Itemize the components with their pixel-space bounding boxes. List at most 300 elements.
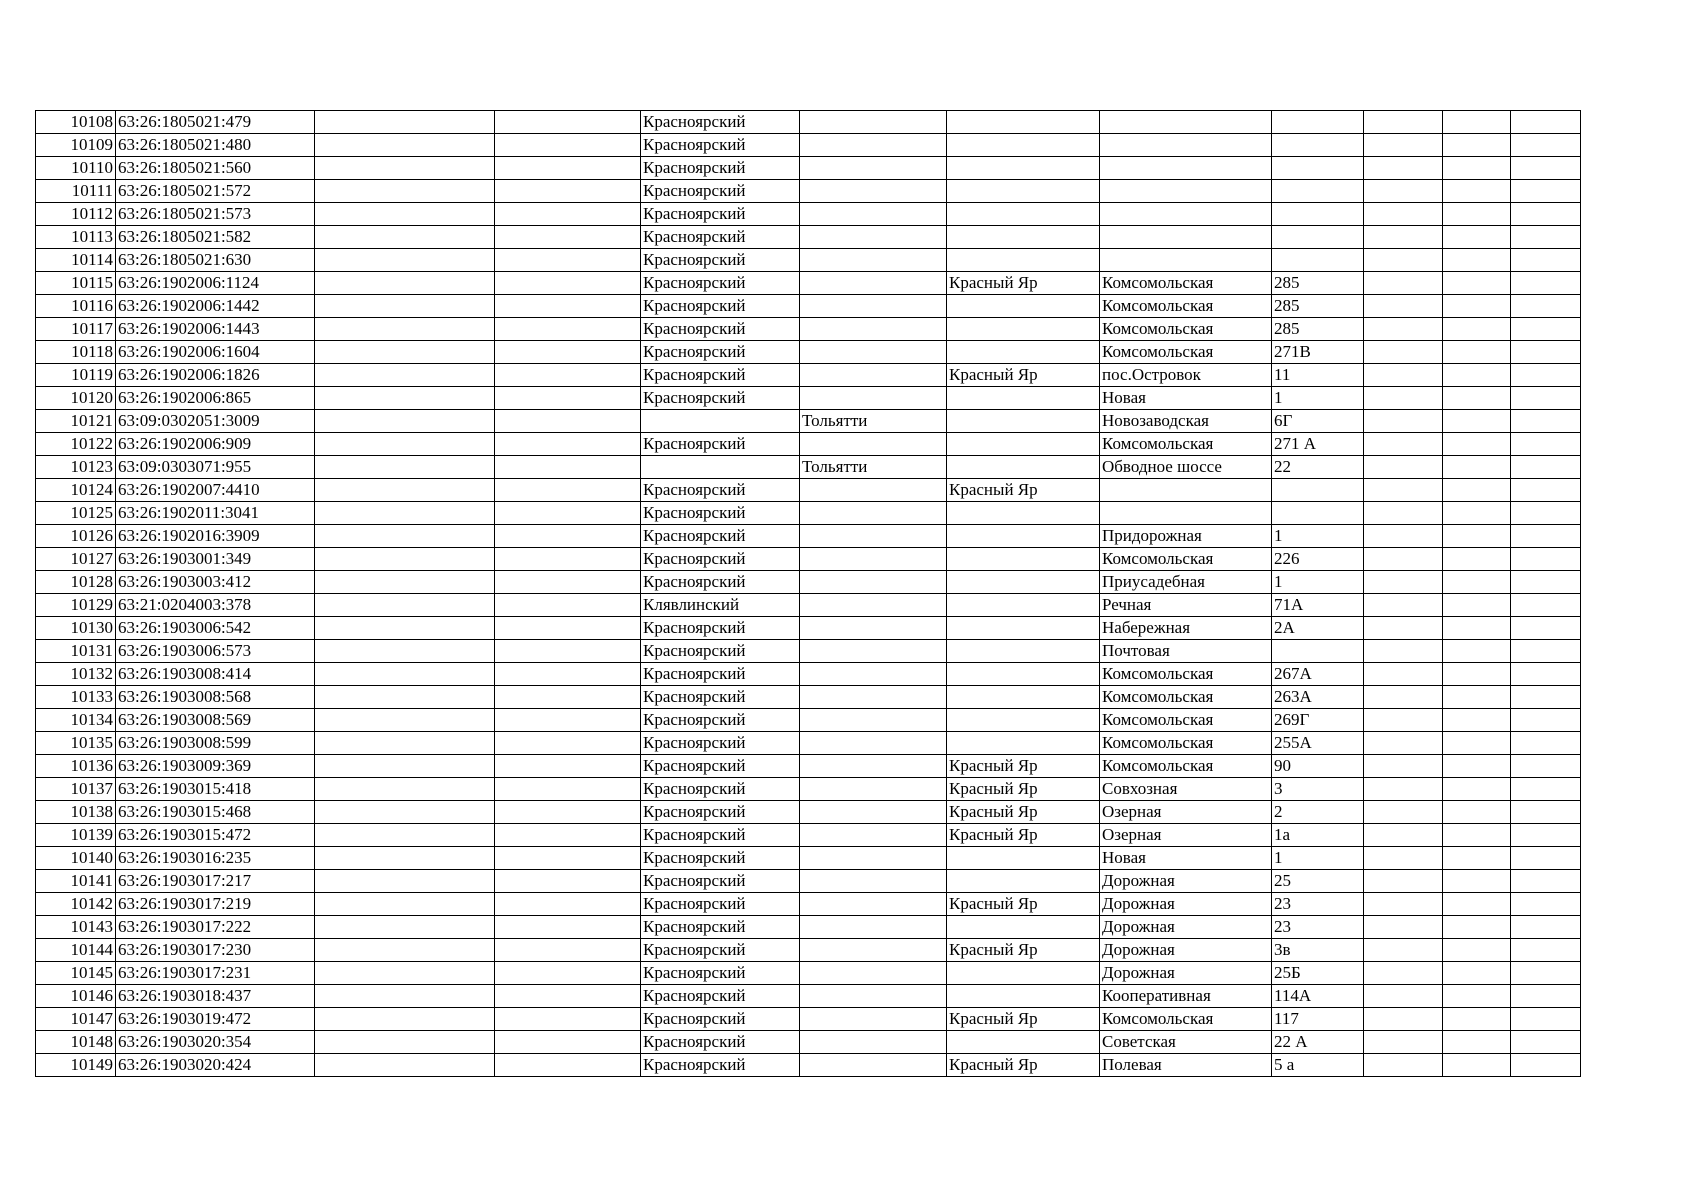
house-number-cell	[1272, 157, 1364, 180]
locality-cell	[947, 134, 1100, 157]
table-row	[36, 663, 1581, 686]
district-cell: Красноярский	[641, 318, 800, 341]
empty-cell	[495, 571, 641, 594]
row-number-cell: 10130	[36, 617, 116, 640]
empty-cell	[1443, 111, 1511, 134]
empty-cell	[315, 847, 495, 870]
city-cell	[800, 985, 947, 1008]
empty-cell	[1511, 226, 1581, 249]
empty-cell	[1443, 456, 1511, 479]
empty-cell	[1443, 226, 1511, 249]
empty-cell	[1443, 1031, 1511, 1054]
cadastral-number-cell: 63:26:1903017:217	[116, 870, 315, 893]
row-number-cell: 10120	[36, 387, 116, 410]
empty-cell	[495, 778, 641, 801]
city-cell	[800, 180, 947, 203]
empty-cell	[1511, 272, 1581, 295]
empty-cell	[1443, 364, 1511, 387]
empty-cell	[1443, 548, 1511, 571]
empty-cell	[495, 870, 641, 893]
street-cell: Обводное шоссе	[1100, 456, 1272, 479]
table-row	[36, 157, 1581, 180]
street-cell: Дорожная	[1100, 962, 1272, 985]
street-cell: Новозаводская	[1100, 410, 1272, 433]
empty-cell	[495, 663, 641, 686]
empty-cell	[315, 732, 495, 755]
empty-cell	[315, 479, 495, 502]
row-number-cell: 10115	[36, 272, 116, 295]
house-number-cell: 2	[1272, 801, 1364, 824]
street-cell	[1100, 249, 1272, 272]
district-cell: Клявлинский	[641, 594, 800, 617]
house-number-cell	[1272, 226, 1364, 249]
cadastral-number-cell: 63:26:1805021:479	[116, 111, 315, 134]
empty-cell	[1511, 939, 1581, 962]
street-cell: Дорожная	[1100, 939, 1272, 962]
empty-cell	[1443, 157, 1511, 180]
empty-cell	[495, 433, 641, 456]
empty-cell	[1511, 778, 1581, 801]
city-cell	[800, 594, 947, 617]
table-row	[36, 502, 1581, 525]
city-cell	[800, 295, 947, 318]
row-number-cell: 10126	[36, 525, 116, 548]
district-cell: Красноярский	[641, 640, 800, 663]
empty-cell	[1443, 709, 1511, 732]
empty-cell	[1443, 525, 1511, 548]
empty-cell	[495, 916, 641, 939]
locality-cell	[947, 318, 1100, 341]
house-number-cell: 267А	[1272, 663, 1364, 686]
locality-cell	[947, 663, 1100, 686]
cadastral-number-cell: 63:26:1902007:4410	[116, 479, 315, 502]
table-row	[36, 318, 1581, 341]
empty-cell	[315, 640, 495, 663]
empty-cell	[1511, 663, 1581, 686]
house-number-cell: 71А	[1272, 594, 1364, 617]
table-row	[36, 686, 1581, 709]
empty-cell	[495, 364, 641, 387]
empty-cell	[495, 341, 641, 364]
city-cell	[800, 157, 947, 180]
empty-cell	[315, 985, 495, 1008]
empty-cell	[1443, 295, 1511, 318]
street-cell: Дорожная	[1100, 916, 1272, 939]
empty-cell	[315, 686, 495, 709]
district-cell: Красноярский	[641, 111, 800, 134]
city-cell	[800, 755, 947, 778]
table-row	[36, 801, 1581, 824]
empty-cell	[1511, 364, 1581, 387]
locality-cell: Красный Яр	[947, 479, 1100, 502]
empty-cell	[1364, 203, 1443, 226]
house-number-cell: 255А	[1272, 732, 1364, 755]
empty-cell	[315, 525, 495, 548]
empty-cell	[315, 893, 495, 916]
table-row	[36, 525, 1581, 548]
empty-cell	[1364, 939, 1443, 962]
cadastral-number-cell: 63:26:1902006:909	[116, 433, 315, 456]
street-cell	[1100, 134, 1272, 157]
table-row	[36, 985, 1581, 1008]
empty-cell	[315, 318, 495, 341]
table-row	[36, 916, 1581, 939]
locality-cell: Красный Яр	[947, 778, 1100, 801]
street-cell: Комсомольская	[1100, 341, 1272, 364]
empty-cell	[1364, 916, 1443, 939]
empty-cell	[1511, 456, 1581, 479]
table-body	[36, 111, 1581, 1077]
empty-cell	[1364, 801, 1443, 824]
locality-cell: Красный Яр	[947, 364, 1100, 387]
district-cell: Красноярский	[641, 916, 800, 939]
locality-cell	[947, 617, 1100, 640]
empty-cell	[1443, 134, 1511, 157]
street-cell	[1100, 157, 1272, 180]
locality-cell	[947, 226, 1100, 249]
locality-cell	[947, 410, 1100, 433]
empty-cell	[1511, 502, 1581, 525]
house-number-cell: 3в	[1272, 939, 1364, 962]
table-row	[36, 594, 1581, 617]
empty-cell	[495, 502, 641, 525]
house-number-cell: 285	[1272, 272, 1364, 295]
empty-cell	[1364, 456, 1443, 479]
street-cell	[1100, 502, 1272, 525]
district-cell	[641, 456, 800, 479]
row-number-cell: 10145	[36, 962, 116, 985]
locality-cell	[947, 157, 1100, 180]
district-cell: Красноярский	[641, 364, 800, 387]
cadastral-number-cell: 63:26:1903017:230	[116, 939, 315, 962]
empty-cell	[315, 870, 495, 893]
locality-cell	[947, 502, 1100, 525]
table-row	[36, 1008, 1581, 1031]
empty-cell	[1364, 249, 1443, 272]
locality-cell: Красный Яр	[947, 801, 1100, 824]
locality-cell	[947, 295, 1100, 318]
city-cell	[800, 111, 947, 134]
table-row	[36, 548, 1581, 571]
empty-cell	[1511, 203, 1581, 226]
cadastral-number-cell: 63:26:1903020:354	[116, 1031, 315, 1054]
empty-cell	[1511, 709, 1581, 732]
table-row	[36, 226, 1581, 249]
empty-cell	[315, 709, 495, 732]
house-number-cell: 269Г	[1272, 709, 1364, 732]
empty-cell	[315, 364, 495, 387]
empty-cell	[315, 939, 495, 962]
empty-cell	[315, 617, 495, 640]
house-number-cell: 1	[1272, 571, 1364, 594]
row-number-cell: 10143	[36, 916, 116, 939]
cadastral-number-cell: 63:09:0303071:955	[116, 456, 315, 479]
street-cell: Комсомольская	[1100, 732, 1272, 755]
empty-cell	[1443, 594, 1511, 617]
district-cell: Красноярский	[641, 801, 800, 824]
house-number-cell: 11	[1272, 364, 1364, 387]
table-row	[36, 732, 1581, 755]
table-row	[36, 203, 1581, 226]
street-cell: Речная	[1100, 594, 1272, 617]
district-cell: Красноярский	[641, 755, 800, 778]
cadastral-number-cell: 63:26:1903016:235	[116, 847, 315, 870]
table-row	[36, 433, 1581, 456]
city-cell	[800, 847, 947, 870]
empty-cell	[1443, 732, 1511, 755]
empty-cell	[495, 111, 641, 134]
house-number-cell: 1	[1272, 525, 1364, 548]
city-cell	[800, 1031, 947, 1054]
cadastral-number-cell: 63:26:1903001:349	[116, 548, 315, 571]
city-cell	[800, 663, 947, 686]
empty-cell	[1511, 893, 1581, 916]
empty-cell	[1443, 180, 1511, 203]
empty-cell	[495, 640, 641, 663]
empty-cell	[1511, 410, 1581, 433]
empty-cell	[315, 1054, 495, 1077]
empty-cell	[1364, 962, 1443, 985]
empty-cell	[1443, 272, 1511, 295]
locality-cell	[947, 111, 1100, 134]
city-cell	[800, 1054, 947, 1077]
cadastral-number-cell: 63:26:1903019:472	[116, 1008, 315, 1031]
empty-cell	[315, 916, 495, 939]
city-cell	[800, 548, 947, 571]
cadastral-number-cell: 63:26:1902006:1604	[116, 341, 315, 364]
table-row	[36, 1031, 1581, 1054]
empty-cell	[1364, 548, 1443, 571]
locality-cell	[947, 180, 1100, 203]
empty-cell	[1511, 571, 1581, 594]
empty-cell	[495, 318, 641, 341]
city-cell	[800, 916, 947, 939]
house-number-cell: 1	[1272, 847, 1364, 870]
city-cell	[800, 617, 947, 640]
empty-cell	[1443, 387, 1511, 410]
street-cell: Комсомольская	[1100, 663, 1272, 686]
empty-cell	[1364, 111, 1443, 134]
district-cell: Красноярский	[641, 778, 800, 801]
empty-cell	[315, 962, 495, 985]
empty-cell	[1364, 157, 1443, 180]
district-cell: Красноярский	[641, 203, 800, 226]
empty-cell	[1364, 1008, 1443, 1031]
cadastral-number-cell: 63:26:1903006:542	[116, 617, 315, 640]
empty-cell	[1443, 433, 1511, 456]
empty-cell	[1364, 755, 1443, 778]
row-number-cell: 10148	[36, 1031, 116, 1054]
district-cell: Красноярский	[641, 1008, 800, 1031]
cadastral-number-cell: 63:26:1902011:3041	[116, 502, 315, 525]
empty-cell	[1511, 801, 1581, 824]
table-row	[36, 387, 1581, 410]
street-cell: Советская	[1100, 1031, 1272, 1054]
district-cell: Красноярский	[641, 893, 800, 916]
empty-cell	[1364, 318, 1443, 341]
empty-cell	[1511, 732, 1581, 755]
district-cell: Красноярский	[641, 686, 800, 709]
empty-cell	[495, 548, 641, 571]
district-cell: Красноярский	[641, 1031, 800, 1054]
empty-cell	[1364, 272, 1443, 295]
street-cell: Комсомольская	[1100, 318, 1272, 341]
empty-cell	[1511, 318, 1581, 341]
street-cell: Озерная	[1100, 801, 1272, 824]
registry-table	[35, 110, 1581, 1077]
empty-cell	[1364, 778, 1443, 801]
district-cell: Красноярский	[641, 1054, 800, 1077]
street-cell: пос.Островок	[1100, 364, 1272, 387]
cadastral-number-cell: 63:26:1902006:865	[116, 387, 315, 410]
city-cell	[800, 893, 947, 916]
empty-cell	[315, 203, 495, 226]
street-cell	[1100, 203, 1272, 226]
empty-cell	[495, 157, 641, 180]
street-cell: Полевая	[1100, 1054, 1272, 1077]
street-cell: Новая	[1100, 387, 1272, 410]
district-cell: Красноярский	[641, 824, 800, 847]
district-cell: Красноярский	[641, 433, 800, 456]
house-number-cell: 285	[1272, 295, 1364, 318]
empty-cell	[1511, 617, 1581, 640]
locality-cell: Красный Яр	[947, 755, 1100, 778]
empty-cell	[1511, 180, 1581, 203]
table-row	[36, 180, 1581, 203]
table-row	[36, 640, 1581, 663]
district-cell: Красноярский	[641, 709, 800, 732]
house-number-cell: 23	[1272, 893, 1364, 916]
empty-cell	[1511, 962, 1581, 985]
empty-cell	[1511, 824, 1581, 847]
district-cell	[641, 410, 800, 433]
table-row	[36, 870, 1581, 893]
empty-cell	[1511, 479, 1581, 502]
city-cell	[800, 1008, 947, 1031]
house-number-cell	[1272, 640, 1364, 663]
street-cell	[1100, 226, 1272, 249]
street-cell: Дорожная	[1100, 870, 1272, 893]
empty-cell	[1364, 134, 1443, 157]
empty-cell	[1443, 985, 1511, 1008]
row-number-cell: 10116	[36, 295, 116, 318]
empty-cell	[1443, 318, 1511, 341]
empty-cell	[1364, 663, 1443, 686]
city-cell	[800, 686, 947, 709]
house-number-cell: 25Б	[1272, 962, 1364, 985]
empty-cell	[1364, 226, 1443, 249]
empty-cell	[1511, 433, 1581, 456]
empty-cell	[1364, 709, 1443, 732]
empty-cell	[315, 111, 495, 134]
cadastral-number-cell: 63:26:1903015:418	[116, 778, 315, 801]
empty-cell	[495, 962, 641, 985]
empty-cell	[495, 617, 641, 640]
empty-cell	[495, 1031, 641, 1054]
cadastral-number-cell: 63:26:1903008:569	[116, 709, 315, 732]
table-row	[36, 249, 1581, 272]
row-number-cell: 10140	[36, 847, 116, 870]
empty-cell	[315, 1031, 495, 1054]
house-number-cell	[1272, 180, 1364, 203]
empty-cell	[495, 939, 641, 962]
city-cell	[800, 870, 947, 893]
district-cell: Красноярский	[641, 663, 800, 686]
empty-cell	[1364, 364, 1443, 387]
city-cell	[800, 732, 947, 755]
empty-cell	[315, 456, 495, 479]
cadastral-number-cell: 63:26:1805021:572	[116, 180, 315, 203]
house-number-cell: 226	[1272, 548, 1364, 571]
locality-cell	[947, 387, 1100, 410]
empty-cell	[1511, 594, 1581, 617]
locality-cell: Красный Яр	[947, 1008, 1100, 1031]
city-cell	[800, 318, 947, 341]
empty-cell	[1443, 870, 1511, 893]
district-cell: Красноярский	[641, 870, 800, 893]
table-row	[36, 295, 1581, 318]
empty-cell	[1443, 801, 1511, 824]
empty-cell	[495, 410, 641, 433]
district-cell: Красноярский	[641, 962, 800, 985]
empty-cell	[1364, 571, 1443, 594]
locality-cell: Красный Яр	[947, 939, 1100, 962]
house-number-cell: 22	[1272, 456, 1364, 479]
street-cell	[1100, 479, 1272, 502]
cadastral-number-cell: 63:26:1902006:1124	[116, 272, 315, 295]
locality-cell: Красный Яр	[947, 272, 1100, 295]
empty-cell	[495, 387, 641, 410]
empty-cell	[1364, 410, 1443, 433]
house-number-cell: 5 а	[1272, 1054, 1364, 1077]
locality-cell	[947, 433, 1100, 456]
cadastral-number-cell: 63:26:1903009:369	[116, 755, 315, 778]
empty-cell	[315, 594, 495, 617]
table-row	[36, 847, 1581, 870]
district-cell: Красноярский	[641, 272, 800, 295]
locality-cell	[947, 640, 1100, 663]
cadastral-number-cell: 63:26:1805021:582	[116, 226, 315, 249]
empty-cell	[315, 571, 495, 594]
city-cell	[800, 272, 947, 295]
empty-cell	[495, 847, 641, 870]
cadastral-number-cell: 63:26:1903006:573	[116, 640, 315, 663]
empty-cell	[315, 548, 495, 571]
house-number-cell: 263А	[1272, 686, 1364, 709]
row-number-cell: 10129	[36, 594, 116, 617]
empty-cell	[1443, 755, 1511, 778]
locality-cell	[947, 962, 1100, 985]
house-number-cell: 3	[1272, 778, 1364, 801]
empty-cell	[1364, 341, 1443, 364]
table-row	[36, 1054, 1581, 1077]
empty-cell	[1364, 640, 1443, 663]
empty-cell	[495, 1008, 641, 1031]
empty-cell	[495, 525, 641, 548]
row-number-cell: 10132	[36, 663, 116, 686]
house-number-cell	[1272, 479, 1364, 502]
district-cell: Красноярский	[641, 732, 800, 755]
row-number-cell: 10121	[36, 410, 116, 433]
house-number-cell: 285	[1272, 318, 1364, 341]
district-cell: Красноярский	[641, 525, 800, 548]
street-cell: Комсомольская	[1100, 755, 1272, 778]
table-row	[36, 364, 1581, 387]
empty-cell	[1443, 824, 1511, 847]
house-number-cell	[1272, 111, 1364, 134]
city-cell: Тольятти	[800, 456, 947, 479]
empty-cell	[1443, 1008, 1511, 1031]
